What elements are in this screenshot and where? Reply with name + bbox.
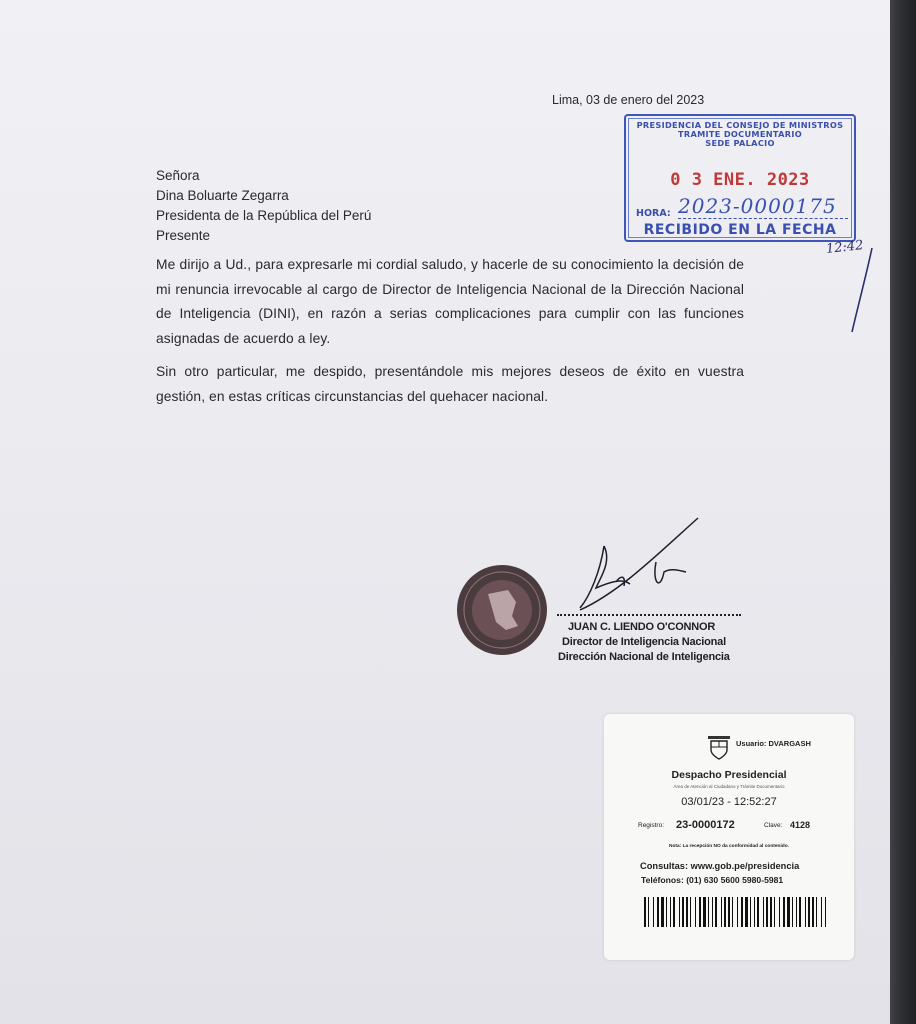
- recipient-salutation: Señora: [156, 168, 200, 183]
- receipt-note: Nota: La recepción NO da conformidad al contenido.: [669, 844, 789, 849]
- handwritten-signature: [560, 512, 710, 622]
- handwritten-stroke: [846, 246, 876, 336]
- recipient-presente: Presente: [156, 228, 211, 243]
- stamp-handwritten-number: 2023-0000175: [678, 194, 848, 219]
- recipient-title: Presidenta de la República del Perú: [156, 208, 372, 223]
- receipt-clave-label: Clave:: [764, 822, 783, 829]
- receipt-user: Usuario: DVARGASH: [736, 739, 811, 748]
- signature-line: [557, 614, 741, 616]
- receipt-office: Despacho Presidencial: [671, 769, 787, 781]
- signer-name: JUAN C. LIENDO O'CONNOR: [568, 621, 716, 633]
- stamp-status: RECIBIDO EN LA FECHA: [643, 222, 837, 238]
- receipt-datetime: 03/01/23 - 12:52:27: [681, 796, 777, 808]
- stamp-date: 0 3 ENE. 2023: [670, 170, 810, 190]
- official-seal-icon: [456, 564, 548, 656]
- signer-institution: Dirección Nacional de Inteligencia: [558, 651, 730, 663]
- recipient-name: Dina Boluarte Zegarra: [156, 188, 289, 203]
- receipt-clave-value: 4128: [790, 820, 811, 830]
- stamp-institution: PRESIDENCIA DEL CONSEJO DE MINISTROS: [636, 120, 844, 130]
- receipt-registro-label: Registro:: [638, 822, 665, 829]
- recipient-block: [156, 166, 371, 246]
- coat-of-arms-icon: [708, 736, 730, 760]
- receipt-consultas: Consultas: www.gob.pe/presidencia: [640, 861, 800, 871]
- receipt-ticket: [604, 714, 854, 960]
- receipt-telefonos: Teléfonos: (01) 630 5600 5980-5981: [641, 875, 784, 885]
- stamp-sede: SEDE PALACIO: [705, 138, 775, 148]
- barcode-icon: [644, 897, 826, 927]
- handwritten-time: 12:42: [825, 238, 865, 257]
- signature-block: [558, 620, 748, 665]
- receipt-registro-value: 23-0000172: [676, 819, 735, 831]
- receipt-office-sub: Área de Atención al Ciudadano y Trámite Documentario: [673, 784, 785, 789]
- signer-title: Director de Inteligencia Nacional: [562, 636, 726, 648]
- reception-stamp: [624, 114, 856, 242]
- letter-date: Lima, 03 de enero del 2023: [552, 93, 705, 107]
- stamp-hora-label: HORA:: [636, 208, 671, 219]
- stamp-department: TRAMITE DOCUMENTARIO: [677, 129, 803, 139]
- body-paragraph-1: Me dirijo a Ud., para expresarle mi cordial saludo, y hacerle de su conocimiento la decisión de mi renuncia irrevocable al cargo de Director de Inteligencia Nacional de la Dirección Nacional de Inteligencia (DINI), en razón a serias complicaciones para cumplir con las funciones asignadas de acuerdo a ley.: [156, 257, 744, 346]
- body-paragraph-2: Sin otro particular, me despido, presentándole mis mejores deseos de éxito en vuestra gestión, en estas críticas circunstancias del quehacer nacional.: [156, 364, 744, 404]
